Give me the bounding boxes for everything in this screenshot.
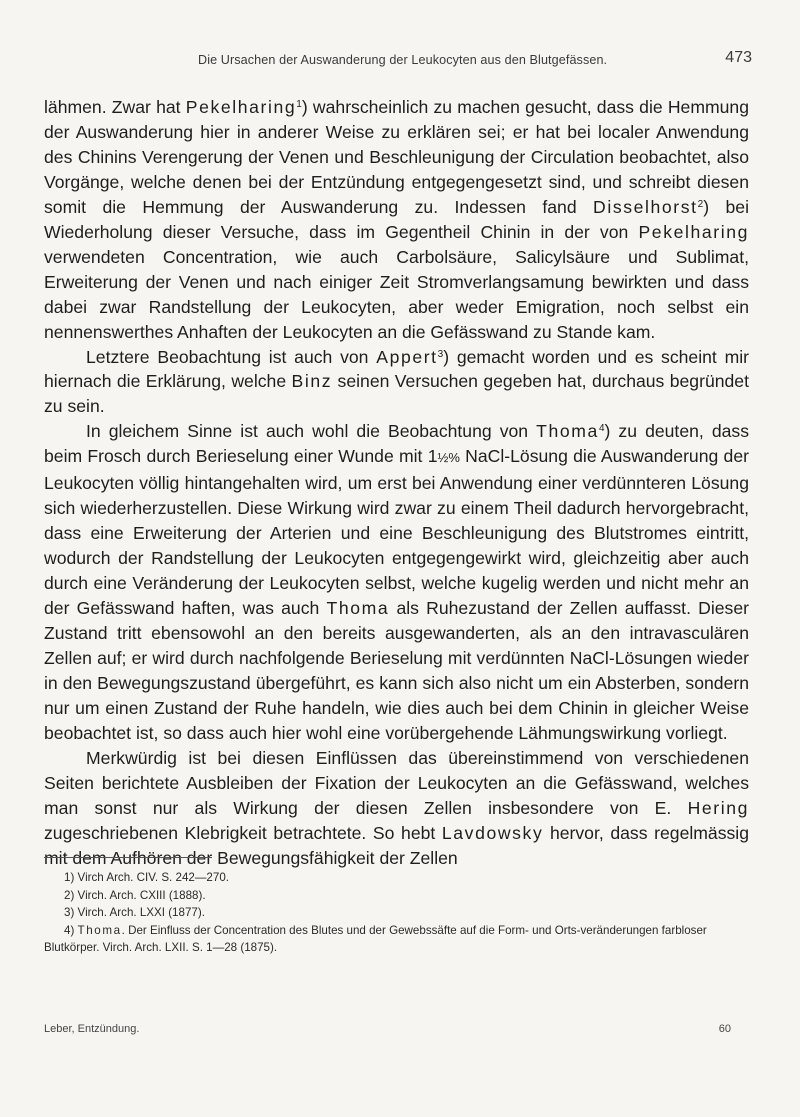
footnote-3 [44, 904, 749, 922]
text-span: ) bei Wiederholung dieser Versuche, dass im Gegentheil Chinin in der von [44, 196, 749, 242]
footnote-text: . Der Einfluss der Concentration des Blutes und der Gewebssäfte auf die Form- und Orts-veränderungen farbloser Blutkörper. Virch. Arch. LXII. S. 1—28 (1875). [44, 923, 707, 954]
text-span: ) zu deuten, dass beim Frosch durch Berieselung einer Wunde mit 1 [44, 421, 750, 467]
footnote-number: 4) [64, 923, 75, 937]
body-text [44, 95, 749, 871]
footnote-divider [44, 857, 212, 858]
text-span: NaCl-Lösung die Auswanderung der Leukocyten völlig hintangehalten wird, um erst bei Anwendung einer verdünnteren Lösung sich wiederherzustellen. Diese Wirkung wird zwar zu einem Theil dadurch hervorgebracht, dass eine Erweiterung der Arterien und eine Beschleunigung des Blutstromes eintritt, wodurch der Randstellung der Leukocyten entgegengewirkt wird, gleichzeitig aber auch durch eine Veränderung der Leukocyten selbst, welche kugelig werden und nicht mehr an der Gefässwand haften, was auch [44, 446, 749, 619]
fraction-percent: ½% [437, 450, 460, 466]
text-span: als Ruhezustand der Zellen auffasst. Dieser Zustand tritt ebensowohl an den bereits ausgewanderten, als an den intravasculären Zellen auf; er wird durch nachfolgende Berieselung mit verdünnten NaCl-Lösungen wieder in den Bewegungszustand übergeführt, es kann sich also nicht um ein Absterben, sondern nur um einen Zustand der Ruhe handeln, wie dies auch bei dem Chinin in gleicher Weise beobachtet ist, so dass auch hier wohl eine vorübergehende Lähmungswirkung vorliegt. [44, 598, 749, 743]
footnote-text: Virch. Arch. CXIII (1888). [77, 888, 206, 902]
author-name: Disselhorst [593, 196, 698, 217]
text-span: verwendeten Concentration, wie auch Carbolsäure, Salicylsäure und Sublimat, Erweiterung der Venen und nach einiger Zeit Stromverlangsamung bewirkten und dass dabei zwar Randstellung der Leukocyten, aber weder Emigration, noch selbst ein nennenswerthes Anhaften der Leukocyten an die Gefässwand zu Stande kam. [44, 246, 749, 342]
text-span: lähmen. Zwar hat [44, 97, 186, 117]
author-name: Pekelharing [185, 97, 297, 117]
footnote-1 [44, 869, 749, 887]
paragraph-3 [44, 419, 749, 745]
footnote-text: Virch. Arch. LXXI (1877). [77, 906, 205, 919]
text-span: seinen Versuchen gegeben hat, durchaus begründet zu sein. [44, 371, 749, 417]
paragraph-4 [44, 746, 749, 871]
author-name: Appert [376, 346, 438, 367]
paragraph-1 [44, 95, 749, 345]
running-title: Die Ursachen der Auswanderung der Leukocyten aus den Blutgefässen. [198, 53, 608, 67]
signature-number: 60 [718, 1023, 731, 1035]
author-name: Thoma [77, 923, 122, 937]
author-name: Thoma [536, 421, 599, 442]
footnote-number: 3) [64, 906, 75, 919]
author-name: Thoma [326, 598, 390, 619]
footnote-number: 1) [64, 871, 75, 884]
footnote-ref: 4 [598, 423, 605, 435]
footnote-ref: 3 [437, 348, 444, 360]
author-name: Pekelharing [638, 221, 749, 242]
text-span: In gleichem Sinne ist auch wohl die Beobachtung von [86, 421, 537, 442]
text-span: ) gemacht worden und es scheint mir hiernach die Erklärung, welche [44, 346, 749, 392]
author-name: Lavdowsky [441, 822, 544, 843]
footnotes [44, 869, 749, 957]
footnote-4 [44, 922, 749, 957]
text-span: Merkwürdig ist bei diesen Einflüssen das übereinstimmend von verschiedenen Seiten berichtete Ausbleiben der Fixation der Leukocyten an die Gefässwand, welches man sonst nur als Wirkung der diesen Zellen insbesondere von E. [44, 747, 749, 818]
signature-title: Leber, Entzündung. [44, 1023, 140, 1035]
author-name: Hering [687, 797, 749, 818]
text-span: ) wahrscheinlich zu machen gesucht, dass die Hemmung der Auswanderung hier in anderer Weise zu erklären sei; er hat bei localer Anwendung des Chinins Verengerung der Venen und Beschleunigung der Circulation beobachtet, also Vorgänge, welche denen bei der Entzündung entgegengesetzt sind, und schreibt diesen somit die Hemmung der Auswanderung zu. Indessen fand [44, 97, 750, 217]
footnote-number: 2) [64, 888, 75, 902]
paragraph-2 [44, 345, 749, 420]
running-header [98, 49, 752, 73]
footnote-text: Virch Arch. CIV. S. 242—270. [77, 871, 229, 884]
text-span: zugeschriebenen Klebrigkeit betrachtete. So hebt [44, 822, 442, 843]
text-span: hervor, dass regelmässig mit dem Aufhören der Bewegungsfähigkeit der Zellen [44, 822, 749, 868]
text-span: Letztere Beobachtung ist auch von [86, 346, 377, 367]
page-number: 473 [725, 49, 752, 66]
author-name: Binz [291, 371, 333, 392]
footnote-ref: 1 [296, 99, 302, 110]
footnote-2 [44, 887, 749, 905]
footnote-ref: 2 [697, 198, 704, 210]
